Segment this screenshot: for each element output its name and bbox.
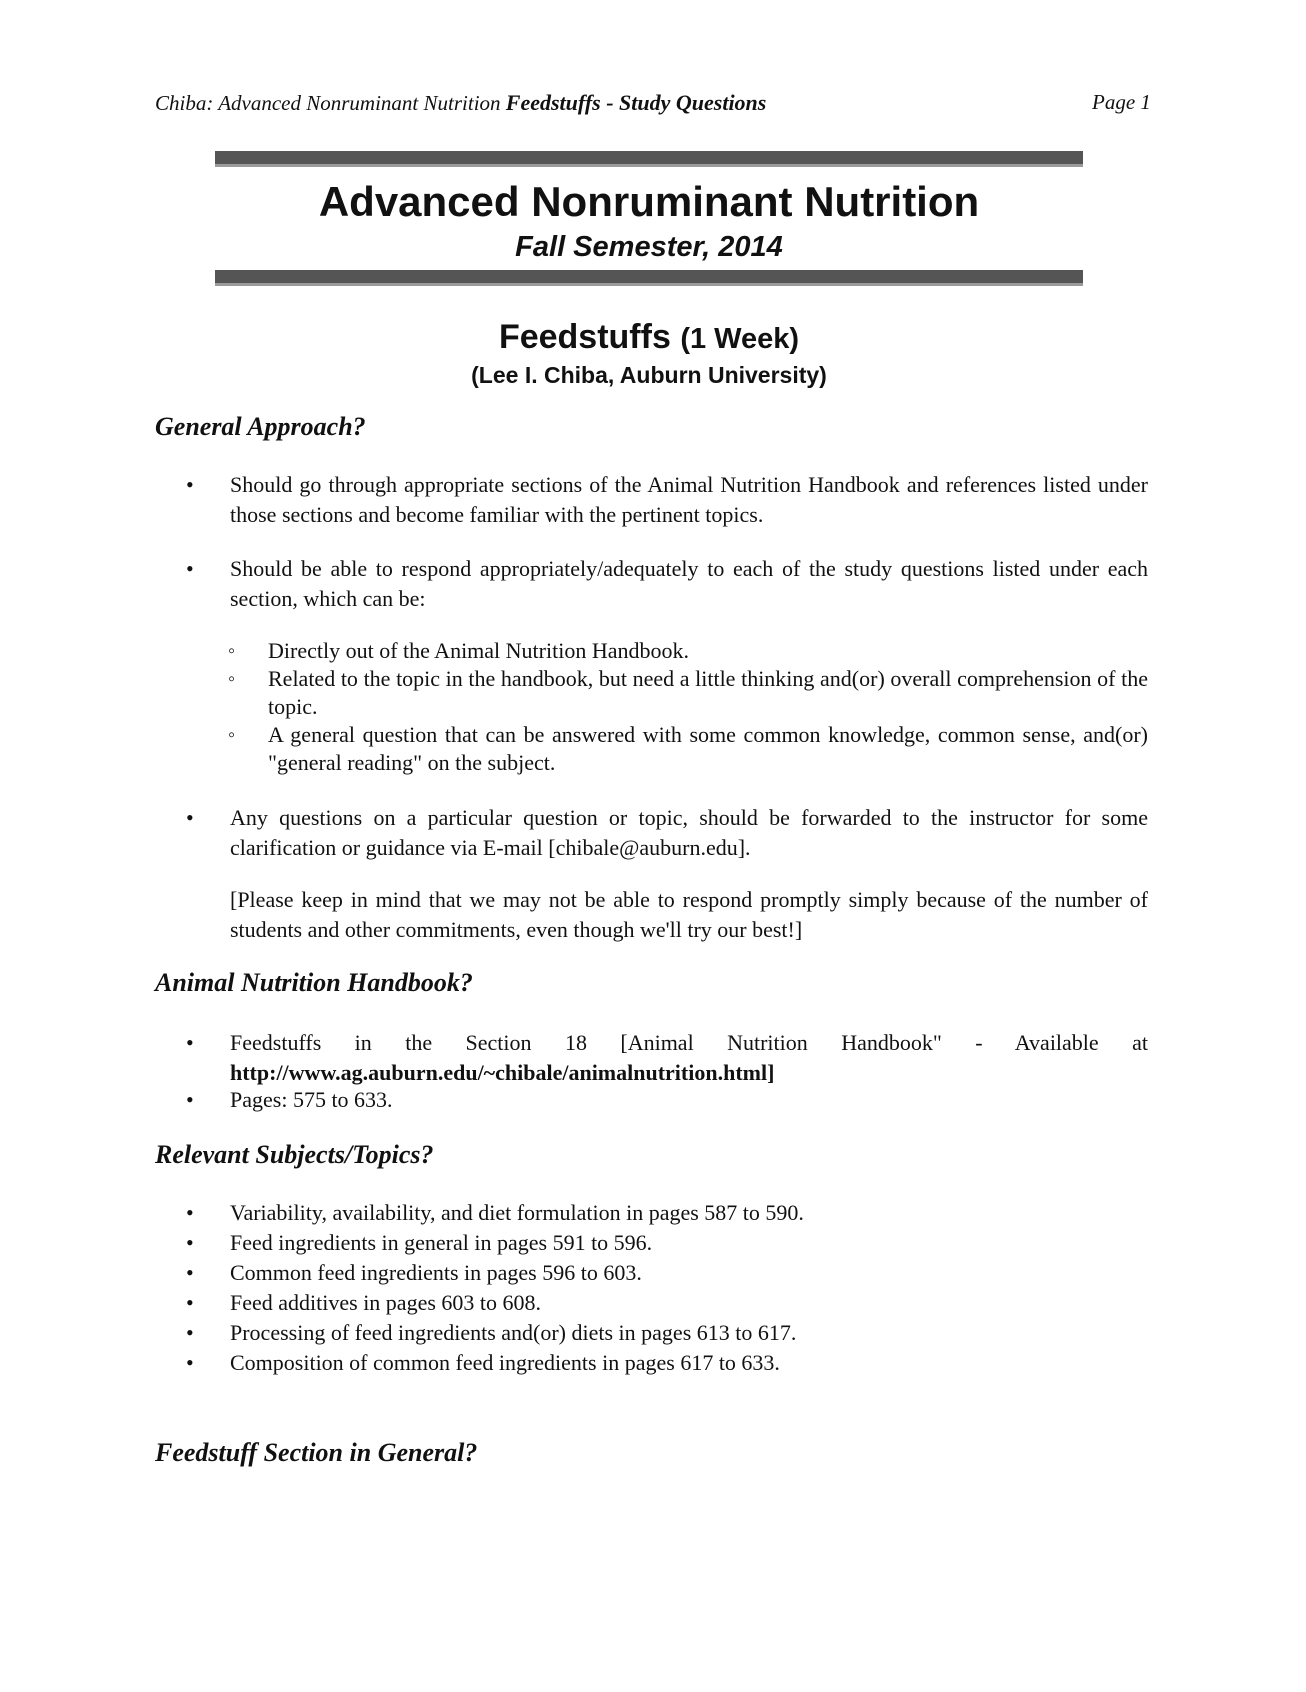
bullet-glyph: • [186,556,194,581]
banner-rule-top [215,151,1083,167]
running-header [155,90,766,116]
sub-bullet-glyph: ◦ [228,724,236,746]
section-author: (Lee I. Chiba, Auburn University) [471,362,827,388]
section-title [215,318,1083,357]
list-item: Should go through appropriate sections of the Animal Nutrition Handbook and references listed under those sections and become familiar with the pertinent topics. [230,472,1148,527]
list-item: Any questions on a particular question or topic, should be forwarded to the instructor for some clarification or guidance via E-mail [chibale@auburn.edu]. [230,805,1148,860]
bullet-glyph: • [186,1200,194,1225]
bullet-glyph: • [186,1290,194,1315]
header-doc-title: Feedstuffs - Study Questions [505,90,767,115]
section-duration: (1 Week) [680,323,800,355]
heading-feedstuff-section: Feedstuff Section in General? [155,1438,478,1467]
note-paragraph: [Please keep in mind that we may not be able to respond promptly simply because of the number of students and other commitments, even though we'll try our best!] [230,887,1148,942]
list-item: Variability, availability, and diet formulation in pages 587 to 590. [230,1200,804,1225]
handbook-text: Feedstuffs in the Section 18 [Animal Nutrition Handbook" - Available at [230,1030,1148,1055]
list-item: Should be able to respond appropriately/adequately to each of the study questions listed under each section, which can be: [230,556,1148,611]
heading-general-approach: General Approach? [155,412,366,441]
sub-list-item: Directly out of the Animal Nutrition Handbook. [268,638,689,663]
bullet-glyph: • [186,1230,194,1255]
list-item: Composition of common feed ingredients in pages 617 to 633. [230,1350,780,1375]
banner-subtitle: Fall Semester, 2014 [515,231,783,263]
list-item: Pages: 575 to 633. [230,1087,393,1112]
banner-title: Advanced Nonruminant Nutrition [318,178,980,225]
list-item [230,1028,1148,1088]
bullet-glyph: • [186,1087,194,1112]
sub-bullet-glyph: ◦ [228,668,236,690]
bullet-glyph: • [186,805,194,830]
page-number: Page 1 [1092,90,1151,114]
section-title-text: Feedstuffs [498,318,671,356]
list-item: Common feed ingredients in pages 596 to 603. [230,1260,642,1285]
sub-bullet-glyph: ◦ [228,640,236,662]
list-item: Processing of feed ingredients and(or) diets in pages 613 to 617. [230,1320,797,1345]
list-item: Feed additives in pages 603 to 608. [230,1290,542,1315]
heading-handbook: Animal Nutrition Handbook? [155,968,473,997]
bullet-glyph: • [186,1030,194,1055]
bullet-glyph: • [186,1320,194,1345]
bullet-glyph: • [186,1350,194,1375]
heading-topics: Relevant Subjects/Topics? [155,1140,434,1169]
list-item: Feed ingredients in general in pages 591 to 596. [230,1230,653,1255]
sub-list-item: Related to the topic in the handbook, but need a little thinking and(or) overall comprehension of the topic. [268,666,1148,719]
banner-rule-bottom [215,270,1083,286]
sub-list-item: A general question that can be answered with some common knowledge, common sense, and(or) "general reading" on the subject. [268,722,1148,775]
handbook-link[interactable]: http://www.ag.auburn.edu/~chibale/animalnutrition.html] [230,1060,775,1085]
header-course: Chiba: Advanced Nonruminant Nutrition [155,91,501,115]
bullet-glyph: • [186,1260,194,1285]
bullet-glyph: • [186,472,194,497]
